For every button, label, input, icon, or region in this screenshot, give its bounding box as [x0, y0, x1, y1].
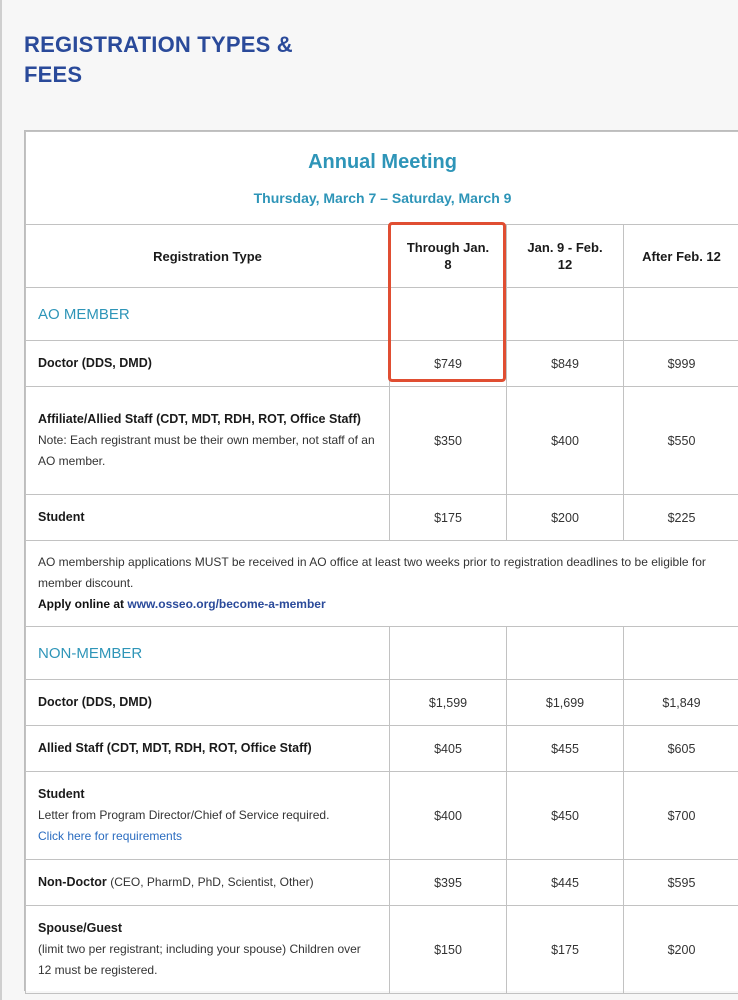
price-cell: $999	[624, 341, 738, 387]
price-cell: $405	[390, 726, 507, 772]
price-cell: $200	[507, 495, 624, 541]
price-cell: $350	[390, 387, 507, 495]
price-cell: $225	[624, 495, 738, 541]
notice-text: AO membership applications MUST be received in AO office at least two weeks prior to registration deadlines to be eligible for member discount.	[38, 555, 706, 590]
row-name: Non-Doctor	[38, 875, 107, 889]
price-cell: $749	[390, 341, 507, 387]
row-name: Student	[38, 510, 85, 524]
col-header-type: Registration Type	[26, 225, 390, 288]
price-cell: $605	[624, 726, 738, 772]
page-heading: REGISTRATION TYPES & FEES	[24, 32, 293, 87]
section-ao-member: AO MEMBER	[26, 288, 390, 341]
apply-label: Apply online at	[38, 597, 125, 611]
meeting-dates: Thursday, March 7 – Saturday, March 9	[253, 189, 512, 206]
membership-notice	[26, 541, 738, 627]
table-row	[26, 906, 738, 994]
price-cell: $595	[624, 860, 738, 906]
row-name: Student	[38, 787, 85, 801]
row-note: Note: Each registrant must be their own member, not staff of an AO member.	[38, 433, 375, 468]
requirements-link[interactable]: Click here for requirements	[38, 829, 183, 843]
fee-sheet	[24, 130, 738, 991]
col-header-late: After Feb. 12	[624, 225, 738, 288]
price-cell: $1,599	[390, 680, 507, 726]
table-row	[26, 726, 738, 772]
table-row	[26, 387, 738, 495]
col-header-early: Through Jan. 8	[390, 225, 507, 288]
apply-link[interactable]: www.osseo.org/become-a-member	[127, 597, 326, 611]
price-cell: $1,849	[624, 680, 738, 726]
title-cell	[26, 132, 738, 225]
table-row	[26, 495, 738, 541]
row-name: Allied Staff (CDT, MDT, RDH, ROT, Office Staff)	[38, 741, 312, 755]
price-cell: $550	[624, 387, 738, 495]
row-name: Doctor (DDS, DMD)	[38, 695, 152, 709]
price-cell: $200	[624, 906, 738, 994]
price-cell: $450	[507, 772, 624, 860]
price-cell: $175	[390, 495, 507, 541]
col-header-mid: Jan. 9 - Feb. 12	[507, 225, 624, 288]
price-cell: $175	[507, 906, 624, 994]
row-note: Letter from Program Director/Chief of Service required.	[38, 808, 330, 822]
early-bird-highlight-box	[388, 222, 506, 382]
meeting-title: Annual Meeting	[308, 150, 457, 173]
price-cell: $150	[390, 906, 507, 994]
price-cell: $445	[507, 860, 624, 906]
row-name: Affiliate/Allied Staff (CDT, MDT, RDH, ROT, Office Staff)	[38, 412, 361, 426]
price-cell: $455	[507, 726, 624, 772]
fee-table	[25, 131, 738, 994]
price-cell: $395	[390, 860, 507, 906]
row-detail: (CEO, PharmD, PhD, Scientist, Other)	[110, 875, 314, 889]
table-row	[26, 341, 738, 387]
table-row	[26, 680, 738, 726]
table-row	[26, 772, 738, 860]
row-note: (limit two per registrant; including your spouse) Children over 12 must be registered.	[38, 942, 361, 977]
price-cell: $400	[390, 772, 507, 860]
row-name: Doctor (DDS, DMD)	[38, 356, 152, 370]
section-non-member: NON-MEMBER	[26, 627, 390, 680]
price-cell: $700	[624, 772, 738, 860]
price-cell: $1,699	[507, 680, 624, 726]
left-edge-rule	[0, 0, 2, 1000]
price-cell: $400	[507, 387, 624, 495]
table-row	[26, 860, 738, 906]
price-cell: $849	[507, 341, 624, 387]
row-name: Spouse/Guest	[38, 921, 123, 935]
